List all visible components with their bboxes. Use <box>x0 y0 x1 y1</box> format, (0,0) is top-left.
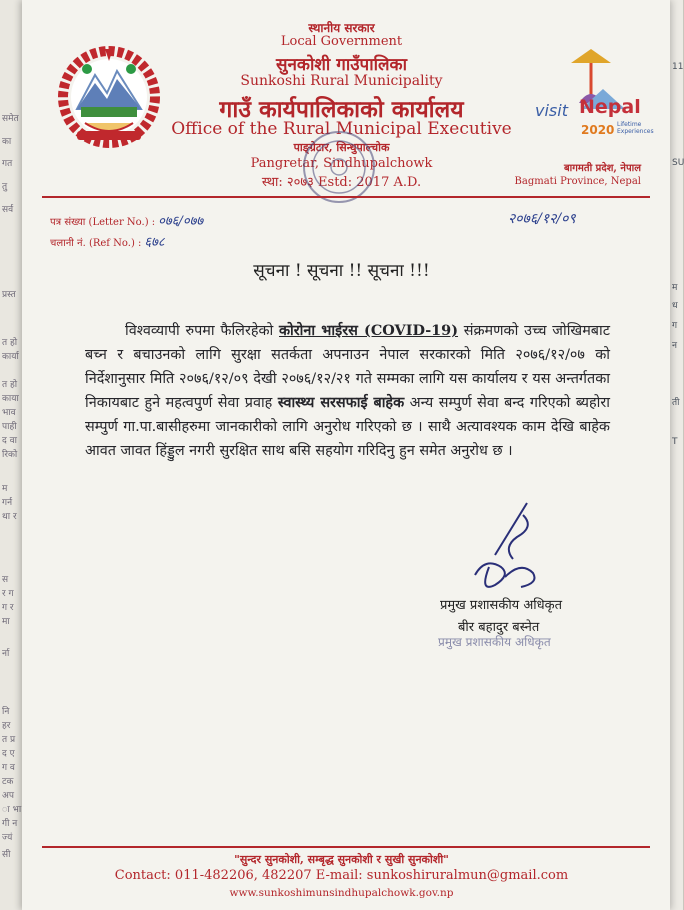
ref-number-row <box>50 232 165 250</box>
year-text: 2020 <box>581 123 615 137</box>
header-address-ne: पाङ्ग्रेटार, सिन्धुपाल्चोक <box>293 141 390 154</box>
signature-icon <box>455 497 550 597</box>
signatory-stamp: प्रमुख प्रशासकीय अधिकृत <box>438 635 551 649</box>
body-part-1: विश्वव्यापी रुपमा फैलिरहेको <box>125 323 279 339</box>
footer-slogan: "सुन्दर सुनकोशी, सम्बृद्ध सुनकोशी र सुखी सुनकोशी" <box>234 853 449 866</box>
letter-number-value: ०७६/०७७ <box>158 214 204 229</box>
province-ne: बागमती प्रदेश, नेपाल <box>563 163 641 174</box>
office-seal-icon <box>300 128 378 206</box>
notice-title: सूचना ! सूचना !! सूचना !!! <box>253 261 430 281</box>
body-part-2: संक्रमणको उच्च जोखिमबाट बच्न र बचाउनको लागि सुरक्षा सतर्कता अपनाउन नेपाल सरकारको मिति २०७६/१२/०७ को निर्देशानुसार मिति २०७६/१२/०९ देखी २०७६/१२/२१ गते सम्मका लागि यस कार्यालय र यस अन्तर्गतका निकायबाट हुने महत्वपुर्ण सेवा प्रवाह <box>85 323 610 411</box>
notice-date: २०७६/१२/०९ <box>508 211 576 227</box>
footer-divider <box>42 846 650 848</box>
header-municipality-en: Sunkoshi Rural Municipality <box>240 73 443 89</box>
letter-number-row <box>50 211 203 229</box>
footer-website: www.sunkoshimunsindhupalchowk.gov.np <box>229 887 454 899</box>
header-office-en: Office of the Rural Municipal Executive <box>171 119 512 139</box>
covid-highlight: कोरोना भाईरस (COVID-19) <box>279 322 459 339</box>
ref-number-label: चलानी नं. (Ref No.) : <box>50 238 142 249</box>
visit-text: visit <box>535 101 568 120</box>
footer-contact: Contact: 011-482206, 482207 E-mail: sunkoshiruralmun@gmail.com <box>114 868 569 883</box>
adjacent-paper-right: 11 SU म ध ग न ती T <box>670 0 683 910</box>
notice-body <box>85 319 610 463</box>
header-address-en: Pangretar, Sindhupalchowk <box>250 156 433 171</box>
province-en: Bagmati Province, Nepal <box>514 176 641 187</box>
signatory-name: बीर बहादुर बस्नेत <box>458 620 540 635</box>
nepal-text: Nepal <box>579 96 641 118</box>
header-local-government-ne: स्थानीय सरकार <box>308 21 375 35</box>
header-office-ne: गाउँ कार्यपालिकाको कार्यालय <box>219 96 464 123</box>
header-municipality-ne: सुनकोशी गाउँपालिका <box>275 55 407 75</box>
letterhead-divider <box>42 196 650 198</box>
body-part-3: अन्य सम्पुर्ण सेवा बन्द गरिएको ब्यहोरा सम्पुर्ण गा.पा.बासीहरुमा जानकारीको लागि अनुरोध गरिएको छ । साथै अत्यावश्यक काम देखि बाहेक आवत जावत हिंड्डुल नगरी सुरक्षित साथ बसि सहयोग गरिदिनु हुन समेत अनुरोध छ । <box>85 395 610 459</box>
ref-number-value: ६७८ <box>144 235 165 250</box>
header-established: स्था: २०७३ Estd: 2017 A.D. <box>261 175 422 190</box>
signatory-title: प्रमुख प्रशासकीय अधिकृत <box>440 598 563 613</box>
health-highlight: स्वास्थ्य सरसफाई बाहेक <box>277 394 405 411</box>
tagline-text: Lifetime Experiences <box>617 121 654 135</box>
adjacent-paper-left: समेत का गत तु सर्व प्रस्त त हो कार्या त हो काया भाव पाही द वा रिको म गर्न था र स र ग ग र मा र्ना नि हर त प्र द ए ग व टक अप ा भा गी न ज्यं सी <box>0 0 22 910</box>
letter-number-label: पत्र संख्या (Letter No.) : <box>50 217 156 228</box>
header-local-government-en: Local Government <box>280 34 403 49</box>
